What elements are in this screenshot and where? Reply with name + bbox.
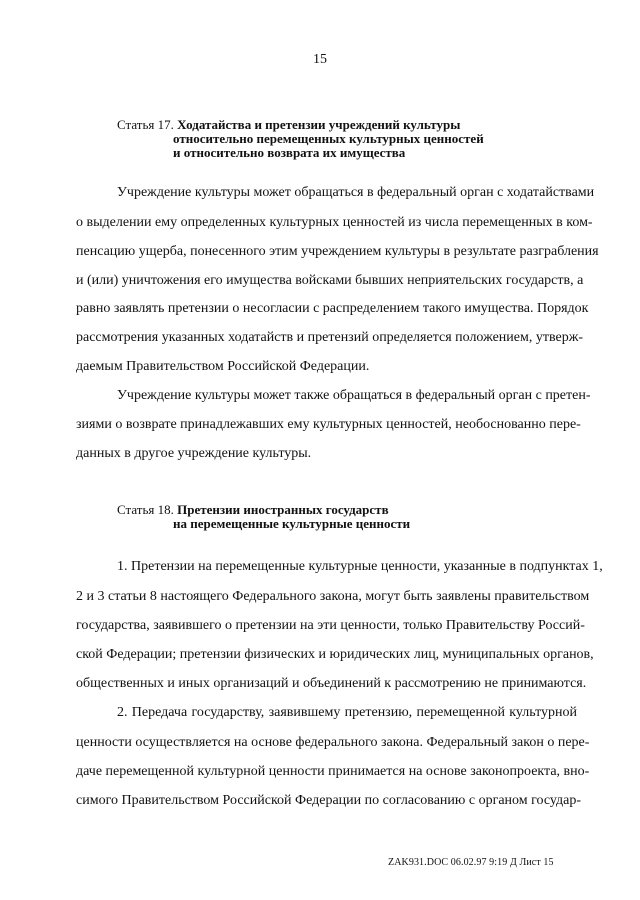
paragraph-line: 2. Передача государству, заявившему претензию, перемещенной культурной	[117, 705, 577, 720]
article-18-heading	[117, 503, 389, 517]
article-17-title-line-3: и относительно возврата их имущества	[173, 145, 406, 160]
paragraph-line: данных в другое учреждение культуры.	[76, 446, 312, 461]
paragraph-line: 2 и 3 статьи 8 настоящего Федерального закона, могут быть заявлены правительством	[76, 589, 590, 604]
paragraph-line: симого Правительством Российской Федерации по согласованию с органом государ-	[76, 793, 582, 808]
paragraph-line: о выделении ему определенных культурных ценностей из числа перемещенных в ком-	[76, 215, 593, 230]
paragraph-line: даче перемещенной культурной ценности принимается на основе законопроекта, вно-	[76, 764, 590, 779]
paragraph-line: государства, заявившего о претензии на эти ценности, только Правительству Россий-	[76, 618, 585, 633]
article-18-label: Статья 18.	[117, 502, 174, 517]
paragraph-line: даемым Правительством Российской Федерации.	[76, 359, 370, 374]
paragraph-line: зиями о возврате принадлежавших ему культурных ценностей, необоснованно пере-	[76, 417, 581, 432]
paragraph-line: пенсацию ущерба, понесенного этим учреждением культуры в результате разграбления	[76, 244, 599, 259]
paragraph-line: Учреждение культуры может также обращаться в федеральный орган с претен-	[117, 388, 591, 403]
paragraph-line: равно заявлять претензии о несогласии с распределением такого имущества. Порядок	[76, 301, 589, 316]
paragraph-line: ценности осуществляется на основе федерального закона. Федеральный закон о пере-	[76, 735, 590, 750]
paragraph-line: ской Федерации; претензии физических и юридических лиц, муниципальных органов,	[76, 647, 594, 662]
article-17-heading	[117, 118, 460, 132]
article-17-title-line-2: относительно перемещенных культурных ценностей	[173, 131, 484, 146]
page-number: 15	[313, 52, 327, 67]
document-footer: ZAK931.DOC 06.02.97 9:19 Д Лист 15	[388, 857, 554, 868]
article-17-label: Статья 17.	[117, 117, 174, 132]
article-18-title-line-1: Претензии иностранных государств	[177, 502, 389, 517]
article-18-title-line-2: на перемещенные культурные ценности	[173, 516, 411, 531]
paragraph-line: общественных и иных организаций и объединений к рассмотрению не принимаются.	[76, 676, 587, 691]
paragraph-line: Учреждение культуры может обращаться в федеральный орган с ходатайствами	[117, 185, 595, 200]
paragraph-line: рассмотрения указанных ходатайств и претензий определяется положением, утверж-	[76, 330, 584, 345]
article-17-title-line-1: Ходатайства и претензии учреждений культуры	[177, 117, 461, 132]
paragraph-line: 1. Претензии на перемещенные культурные ценности, указанные в подпунктах 1,	[117, 559, 603, 574]
paragraph-line: и (или) уничтожения его имущества войсками бывших неприятельских государств, а	[76, 273, 584, 288]
